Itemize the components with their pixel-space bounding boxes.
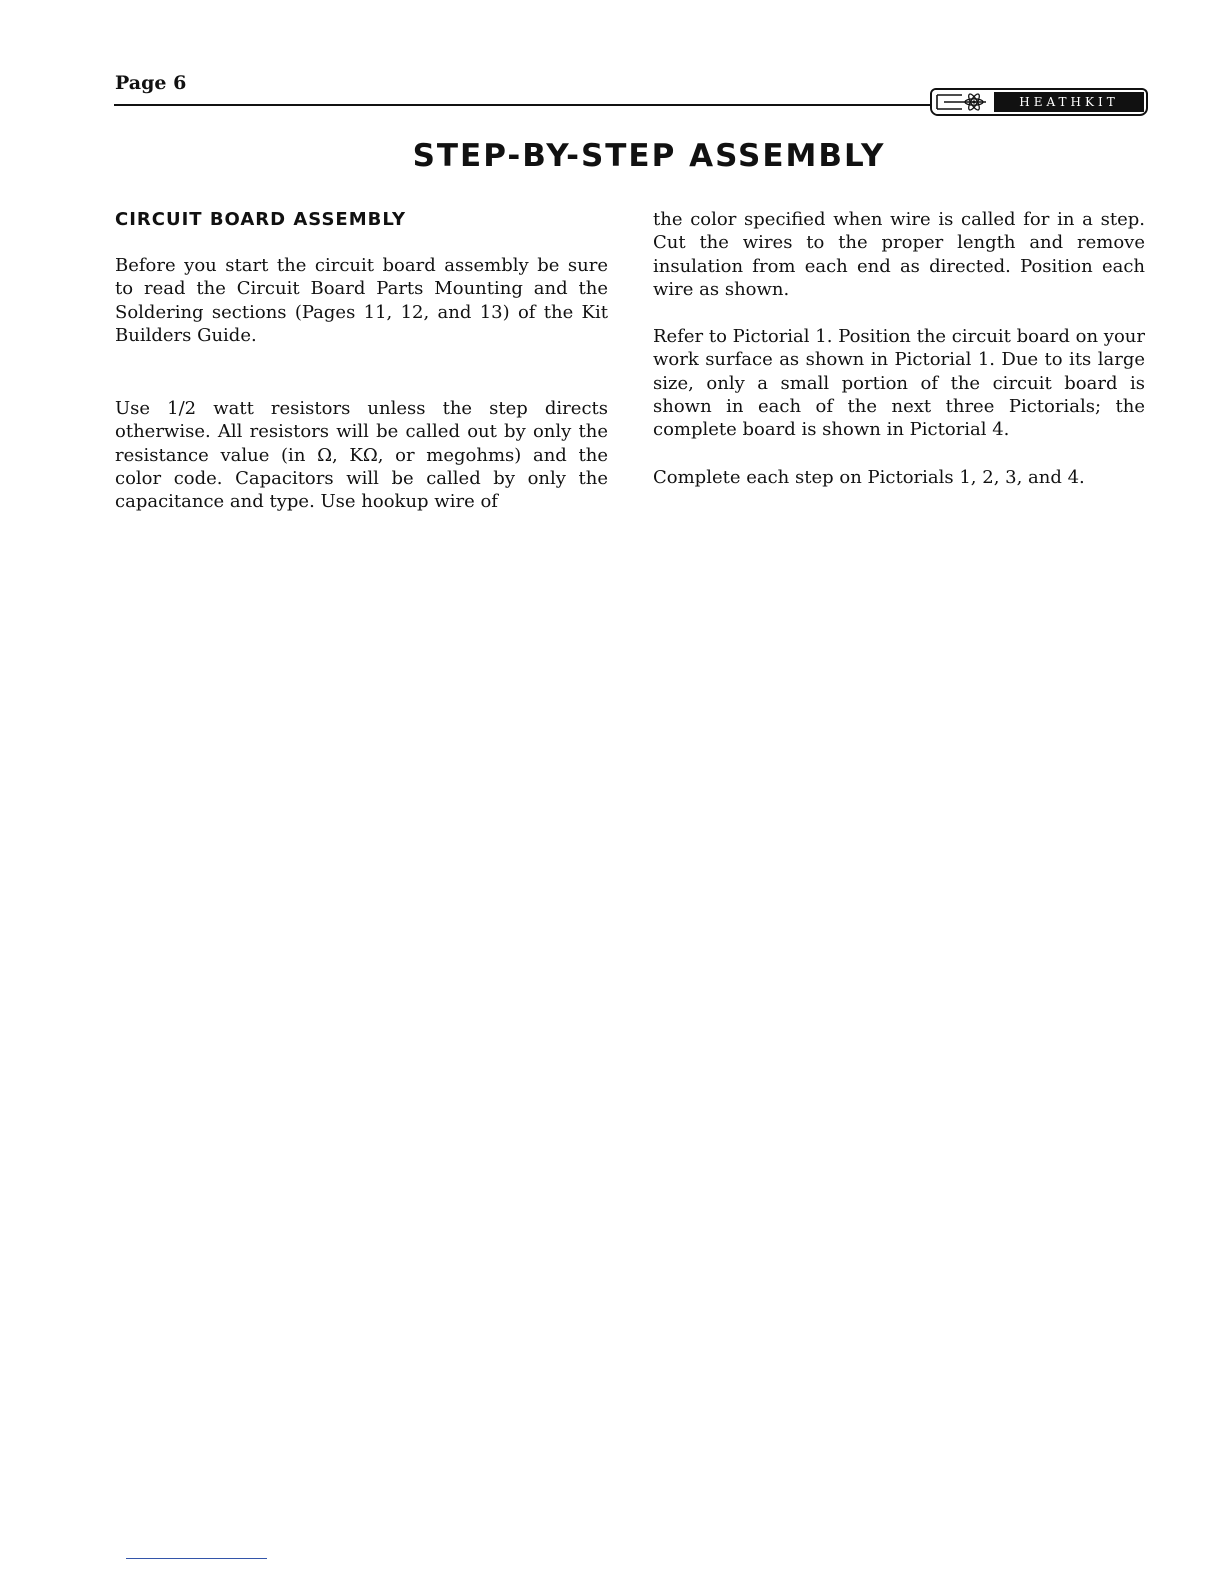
logo-wordmark: HEATHKIT [994,92,1144,112]
section-heading: CIRCUIT BOARD ASSEMBLY [115,209,407,230]
wire-paragraph: the color specified when wire is called for in a step. Cut the wires to the proper length and remove insulation from each end as directed. Position each wire as shown. [653,209,1145,300]
page-title: STEP-BY-STEP ASSEMBLY [412,138,886,174]
left-column [115,208,608,514]
resistor-paragraph: Use 1/2 watt resistors unless the step directs otherwise. All resistors will be called out by only the resistance value (in Ω, KΩ, or megohms) and the color code. Capacitors will be called by only the capacitance and type. Use hookup wire of [115,398,608,513]
page-number: Page 6 [115,72,187,94]
heathkit-logo [930,88,1148,116]
right-column [653,208,1145,489]
complete-steps-paragraph: Complete each step on Pictorials 1, 2, 3, and 4. [653,466,1085,488]
header-rule [114,104,934,106]
pictorial-paragraph: Refer to Pictorial 1. Position the circuit board on your work surface as shown in Pictorial 1. Due to its large size, only a small portion of the circuit board is shown in each of the next three Pictorials; the complete board is shown in Pictorial 4. [653,326,1145,441]
intro-paragraph: Before you start the circuit board assembly be sure to read the Circuit Board Parts Mounting and the Soldering sections (Pages 11, 12, and 13) of the Kit Builders Guide. [115,255,608,346]
logo-emblem-icon [932,90,994,114]
footer-rule [126,1558,267,1559]
